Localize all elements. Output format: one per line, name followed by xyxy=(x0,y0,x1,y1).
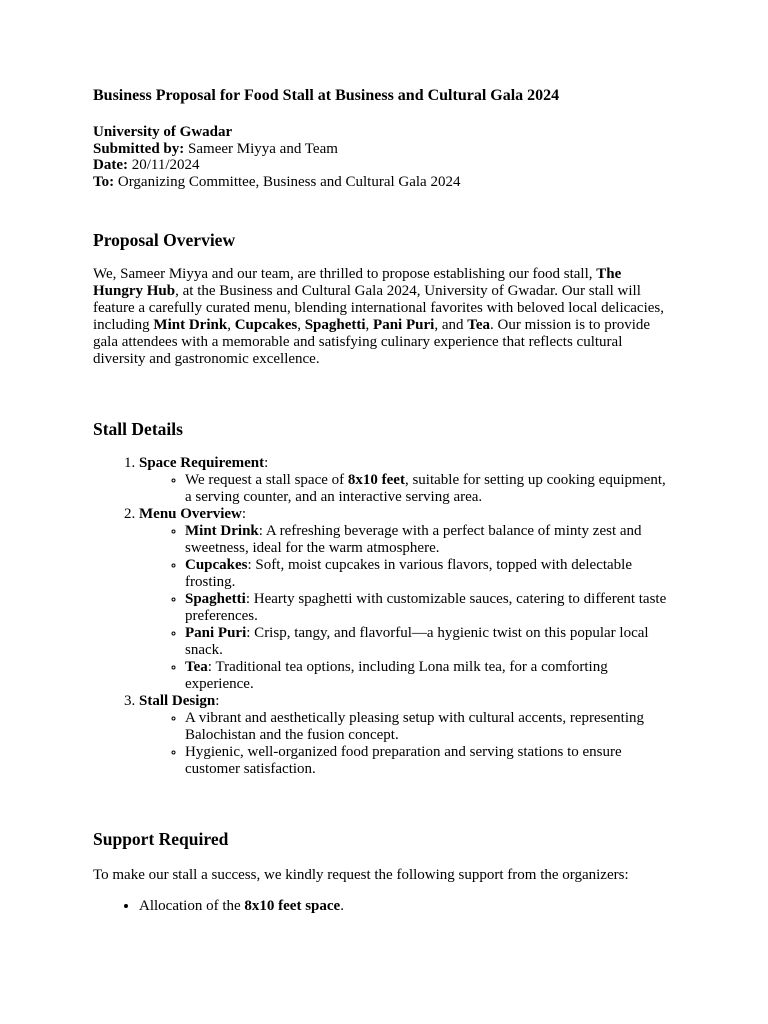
space-size: 8x10 feet xyxy=(347,472,405,488)
date-line xyxy=(93,157,673,174)
separator: , xyxy=(227,317,235,333)
menu-item-name: Tea xyxy=(185,659,208,675)
colon: : xyxy=(215,693,220,709)
support-list xyxy=(93,898,673,915)
colon: : xyxy=(241,506,247,522)
separator: , xyxy=(365,317,374,333)
menu-item-desc: : A refreshing beverage with a perfect balance of minty zest and sweetness, ideal for the warm atmosphere. xyxy=(185,523,642,556)
colon: : xyxy=(264,455,269,471)
menu-highlight: Pani Puri xyxy=(373,317,435,333)
menu-overview-label: Menu Overview xyxy=(139,506,242,522)
support-space: 8x10 feet space xyxy=(244,898,341,914)
list-item xyxy=(185,557,673,591)
list-item: ◦ Hygienic, well-organized food preparation and serving stations to ensure customer satisfaction. xyxy=(185,744,673,778)
submitted-value: Sameer Miyya and Team xyxy=(184,140,338,157)
list-item xyxy=(185,625,673,659)
overview-paragraph xyxy=(93,266,673,368)
support-intro: To make our stall a success, we kindly request the following support from the organizers: xyxy=(93,867,629,883)
list-item: ◦ A vibrant and aesthetically pleasing setup with cultural accents, representing Balochistan and the fusion concept. xyxy=(185,710,673,744)
list-item xyxy=(139,898,673,915)
document-title: Business Proposal for Food Stall at Business and Cultural Gala 2024 xyxy=(93,87,560,104)
list-item xyxy=(139,506,673,693)
list-item xyxy=(185,659,673,693)
support-text-a: Allocation of the xyxy=(139,898,245,914)
menu-item-desc: : Soft, moist cupcakes in various flavors, topped with delectable frosting. xyxy=(185,557,633,590)
menu-item-name: Cupcakes xyxy=(185,557,248,573)
space-text-a: We request a stall space of xyxy=(185,472,348,488)
menu-item-name: Mint Drink xyxy=(185,523,259,539)
stall-design-label: Stall Design xyxy=(139,693,216,709)
university-line xyxy=(93,124,673,141)
menu-item-desc: : Hearty spaghetti with customizable sauces, catering to different taste preferences. xyxy=(185,591,667,624)
space-requirement-label: Space Requirement xyxy=(139,455,265,471)
space-sublist xyxy=(139,472,673,506)
design-sublist xyxy=(139,710,673,778)
to-line xyxy=(93,174,673,191)
document-content xyxy=(93,86,673,915)
menu-item-name: Spaghetti xyxy=(185,591,246,607)
stall-details-list xyxy=(93,455,673,778)
proposal-meta xyxy=(93,124,673,190)
submitted-line xyxy=(93,141,673,158)
support-text-c: . xyxy=(340,898,344,914)
to-label: To: xyxy=(93,173,115,190)
menu-item-desc: : Crisp, tangy, and flavorful—a hygienic twist on this popular local snack. xyxy=(185,625,649,658)
list-item xyxy=(185,523,673,557)
space-text-b: , suitable for setting up cooking equipment, a serving counter, and an interactive serving area. xyxy=(185,472,666,505)
menu-highlight: Spaghetti xyxy=(304,317,366,333)
menu-highlight: Tea xyxy=(467,317,491,333)
list-item xyxy=(185,472,673,506)
stall-name: The Hungry Hub xyxy=(93,266,622,299)
separator: , xyxy=(297,317,305,333)
date-label: Date: xyxy=(93,157,128,173)
list-item xyxy=(185,591,673,625)
submitted-label: Submitted by: xyxy=(93,140,185,157)
stall-details-heading: Stall Details xyxy=(93,419,183,439)
overview-text-3: . Our mission is to provide gala attendees with a memorable and satisfying culinary experience that reflects cultural diversity and gastronomic excellence. xyxy=(93,317,651,367)
overview-text-1: We, Sameer Miyya and our team, are thrilled to propose establishing our food stall, xyxy=(93,266,597,282)
menu-item-name: Pani Puri xyxy=(185,625,247,641)
university-name: University of Gwadar xyxy=(93,124,233,140)
list-item xyxy=(139,693,673,778)
menu-highlight: Mint Drink xyxy=(153,317,228,333)
support-heading: Support Required xyxy=(93,829,229,849)
date-value: 20/11/2024 xyxy=(127,157,200,173)
overview-text-2: , at the Business and Cultural Gala 2024, University of Gwadar. Our stall will feature a carefully curated menu, blending international favorites with beloved local delicacies, including xyxy=(93,283,665,333)
overview-heading: Proposal Overview xyxy=(93,230,236,250)
menu-sublist xyxy=(139,523,673,693)
separator: , and xyxy=(434,317,468,333)
to-value: Organizing Committee, Business and Cultural Gala 2024 xyxy=(114,173,461,190)
menu-item-desc: : Traditional tea options, including Lona milk tea, for a comforting experience. xyxy=(185,659,608,692)
list-item xyxy=(139,455,673,506)
menu-highlight: Cupcakes xyxy=(234,317,298,333)
